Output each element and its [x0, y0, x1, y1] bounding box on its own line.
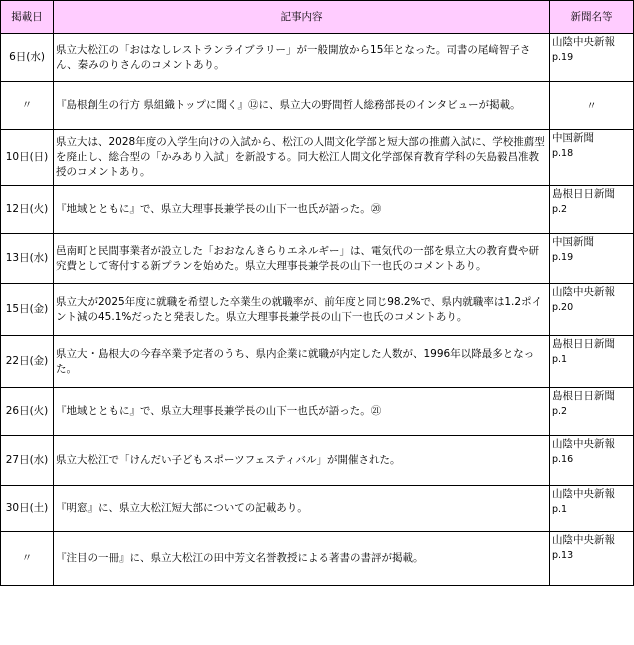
- row-content: 県立大が2025年度に就職を希望した卒業生の就職率が、前年度と同じ98.2%で、県内就職率は1.2ポイント減の45.1%だったと発表した。県立大理事長兼学長の山下一也氏のコメントあり。: [54, 284, 550, 336]
- paper-name: 中国新聞: [552, 132, 594, 144]
- row-paper: [550, 436, 634, 486]
- table-row: [1, 284, 634, 336]
- row-paper: [550, 82, 634, 130]
- row-date: 〃: [1, 82, 54, 130]
- row-content: 県立大・島根大の今春卒業予定者のうち、県内企業に就職が内定した人数が、1996年以降最多となった。: [54, 336, 550, 388]
- row-date: 22日(金): [1, 336, 54, 388]
- paper-page: p.1: [552, 504, 568, 515]
- table-row: [1, 34, 634, 82]
- table-row: [1, 82, 634, 130]
- row-content: 『地域とともに』で、県立大理事長兼学長の山下一也氏が語った。⑳: [54, 186, 550, 234]
- row-paper: [550, 532, 634, 586]
- row-date: 30日(土): [1, 486, 54, 532]
- row-paper: [550, 336, 634, 388]
- table-row: [1, 436, 634, 486]
- row-date: 〃: [1, 532, 54, 586]
- paper-page: p.1: [552, 354, 568, 365]
- paper-page: p.16: [552, 454, 574, 465]
- row-date: 26日(火): [1, 388, 54, 436]
- row-date: 27日(水): [1, 436, 54, 486]
- row-paper: [550, 186, 634, 234]
- table-row: [1, 130, 634, 186]
- row-paper: [550, 130, 634, 186]
- paper-name: 山陰中央新報: [552, 488, 615, 500]
- paper-page: p.19: [552, 52, 574, 63]
- header-row: [1, 1, 634, 34]
- row-content: 『注目の一冊』に、県立大松江の田中芳文名誉教授による著書の書評が掲載。: [54, 532, 550, 586]
- header-content: 記事内容: [54, 1, 550, 34]
- paper-name: 山陰中央新報: [552, 534, 615, 546]
- paper-name: 山陰中央新報: [552, 438, 615, 450]
- paper-name: 島根日日新聞: [552, 338, 615, 350]
- table-row: [1, 532, 634, 586]
- row-content: 県立大は、2028年度の入学生向けの入試から、松江の人間文化学部と短大部の推薦入試に、学校推薦型を廃止し、総合型の「かみあり入試」を新設する。同大松江人間文化学部保育教育学科の矢島毅昌准教授のコメントあり。: [54, 130, 550, 186]
- paper-page: p.2: [552, 204, 568, 215]
- row-paper: [550, 486, 634, 532]
- paper-page: p.18: [552, 148, 574, 159]
- row-paper: [550, 388, 634, 436]
- row-date: 10日(日): [1, 130, 54, 186]
- header-paper: 新聞名等: [550, 1, 634, 34]
- row-date: 12日(火): [1, 186, 54, 234]
- row-date: 6日(水): [1, 34, 54, 82]
- row-date: 15日(金): [1, 284, 54, 336]
- header-date: 掲載日: [1, 1, 54, 34]
- paper-name: 島根日日新聞: [552, 188, 615, 200]
- table-row: [1, 388, 634, 436]
- row-content: 『明窓』に、県立大松江短大部についての記載あり。: [54, 486, 550, 532]
- row-paper: [550, 234, 634, 284]
- paper-name: 〃: [586, 99, 597, 112]
- row-date: 13日(水): [1, 234, 54, 284]
- row-paper: [550, 34, 634, 82]
- row-paper: [550, 284, 634, 336]
- row-content: 邑南町と民間事業者が設立した「おおなんきらりエネルギー」は、電気代の一部を県立大の教育費や研究費として寄付する新プランを始めた。県立大理事長兼学長の山下一也氏のコメントあり。: [54, 234, 550, 284]
- table-row: [1, 336, 634, 388]
- table-row: [1, 186, 634, 234]
- row-content: 県立大松江で「けんだい子どもスポーツフェスティバル」が開催された。: [54, 436, 550, 486]
- row-content: 『島根創生の行方 県組織トップに聞く』⑫に、県立大の野間哲人総務部長のインタビューが掲載。: [54, 82, 550, 130]
- paper-name: 山陰中央新報: [552, 286, 615, 298]
- paper-page: p.19: [552, 252, 574, 263]
- paper-page: p.13: [552, 550, 574, 561]
- paper-page: p.2: [552, 406, 568, 417]
- paper-page: p.20: [552, 302, 574, 313]
- paper-name: 山陰中央新報: [552, 36, 615, 48]
- paper-name: 中国新聞: [552, 236, 594, 248]
- paper-name: 島根日日新聞: [552, 390, 615, 402]
- row-content: 『地域とともに』で、県立大理事長兼学長の山下一也氏が語った。㉑: [54, 388, 550, 436]
- table-row: [1, 234, 634, 284]
- table-row: [1, 486, 634, 532]
- row-content: 県立大松江の「おはなしレストランライブラリー」が一般開放から15年となった。司書の尾﨑智子さん、秦みのりさんのコメントあり。: [54, 34, 550, 82]
